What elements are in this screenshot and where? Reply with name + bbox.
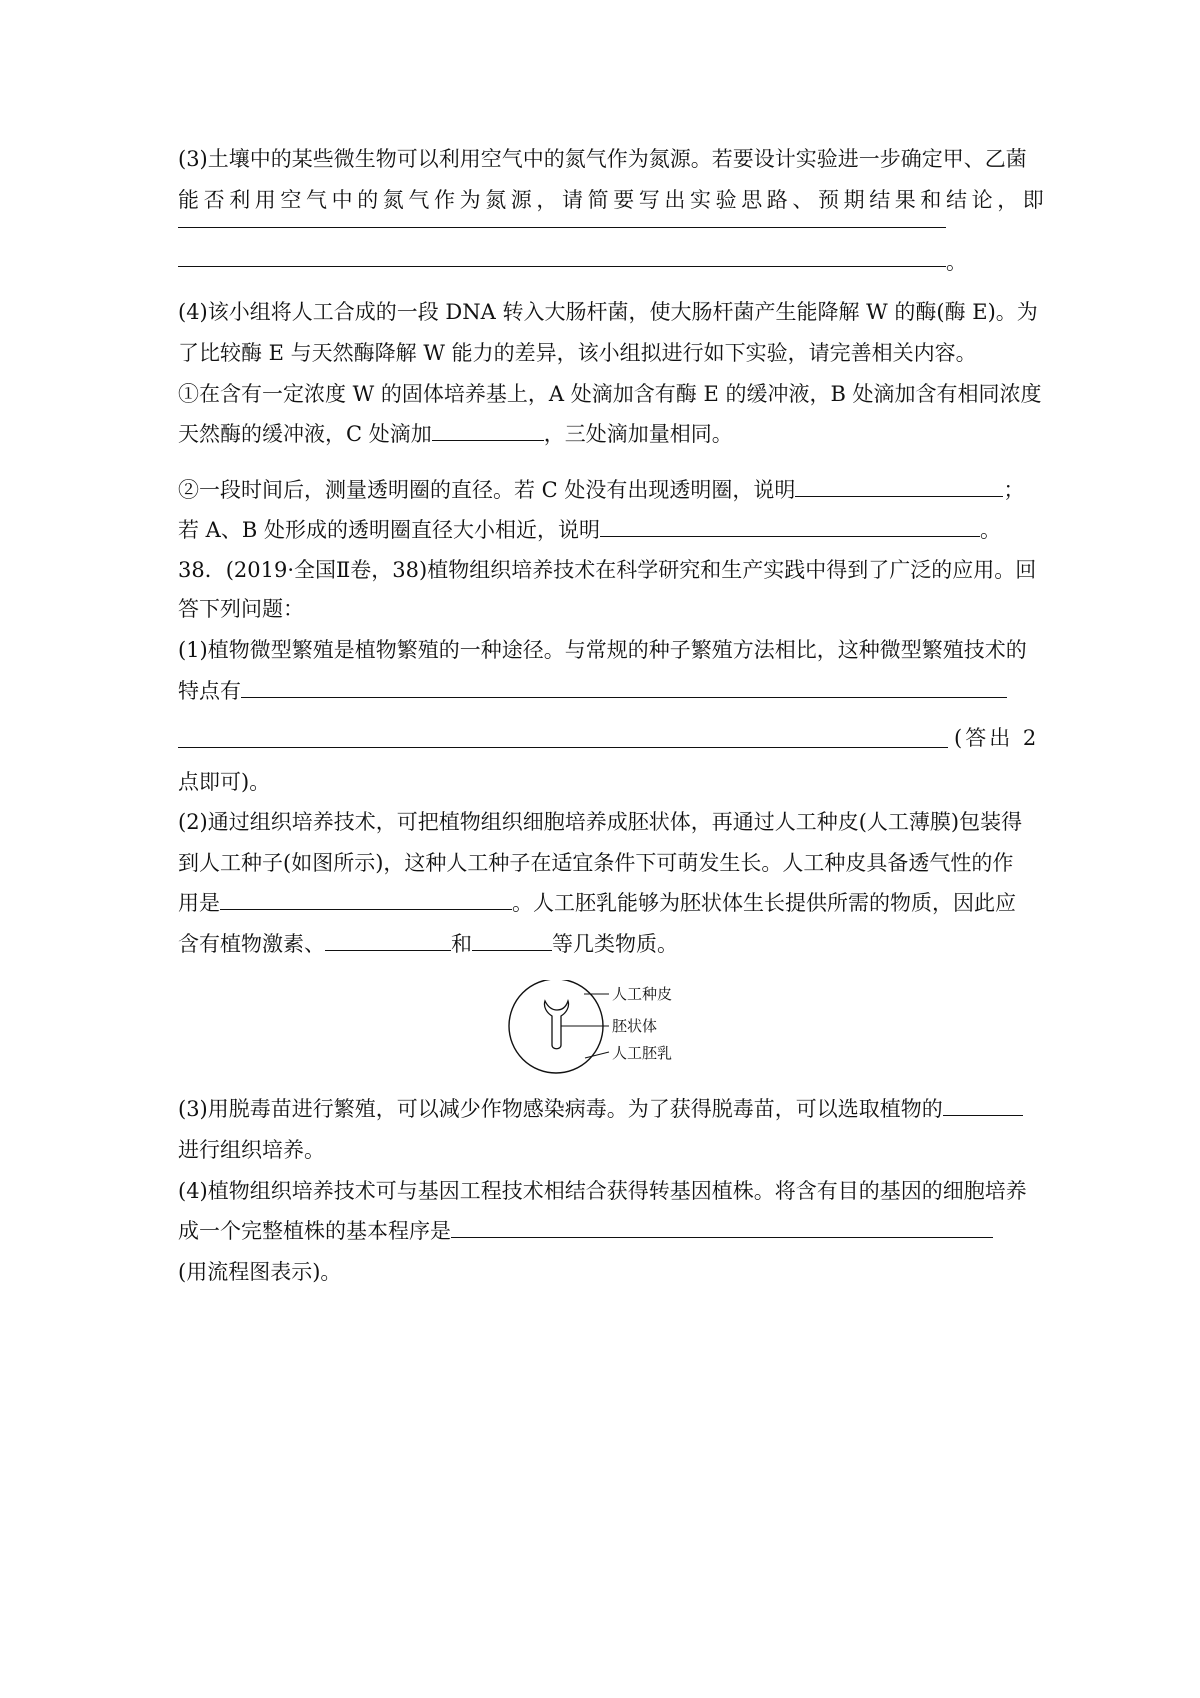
q38-4-text: 成一个完整植株的基本程序是 — [178, 1219, 451, 1243]
q37-4-step2-line2 — [178, 514, 1028, 546]
q38-stem-line1: 38．(2019·全国Ⅱ卷，38)植物组织培养技术在科学研究和生产实践中得到了广泛的应用。回 — [178, 558, 1037, 582]
q37-4-step1-text-a: 天然酶的缓冲液，C 处滴加 — [178, 422, 432, 446]
q37-3-line2: 能否利用空气中的氮气作为氮源，请简要写出实验思路、预期结果和结论，即 — [178, 188, 1049, 212]
q38-stem-line2: 答下列问题： — [178, 597, 304, 621]
q38-1-line4: 点即可)。 — [178, 770, 271, 794]
q37-4-step1-line2 — [178, 418, 1028, 450]
q38-2-line3 — [178, 887, 1028, 919]
q37-4-step2-text-d: 。 — [979, 518, 1001, 542]
q38-2-line2: 到人工种子(如图所示)，这种人工种子在适宜条件下可萌发生长。人工种皮具备透气性的作 — [178, 851, 1014, 875]
answer-blank-q37-3-b[interactable] — [178, 266, 946, 267]
q37-4-line1: (4)该小组将人工合成的一段 DNA 转入大肠杆菌，使大肠杆菌产生能降解 W 的酶(酶 E)。为 — [178, 300, 1038, 324]
answer-blank-seed-coat-function[interactable] — [220, 887, 512, 910]
label-seed-coat: 人工种皮 — [612, 985, 673, 1003]
q38-1-text: 特点有 — [178, 679, 241, 703]
q38-2-line4 — [178, 928, 1028, 960]
answer-blank-substance-2[interactable] — [472, 928, 552, 951]
answer-blank-q38-1-a[interactable] — [241, 675, 1007, 698]
q37-4-step1-line1: ①在含有一定浓度 W 的固体培养基上，A 处滴加含有酶 E 的缓冲液，B 处滴加含有相同浓度 — [178, 382, 1042, 406]
answer-blank-q38-3[interactable] — [943, 1093, 1023, 1116]
q37-3-line1: (3)土壤中的某些微生物可以利用空气中的氮气作为氮源。若要设计实验进一步确定甲、乙菌 — [178, 147, 1027, 171]
q38-3-line1 — [178, 1093, 1028, 1125]
q38-3-text: (3)用脱毒苗进行繁殖，可以减少作物感染病毒。为了获得脱毒苗，可以选取植物的 — [178, 1097, 943, 1121]
q37-4-line2: 了比较酶 E 与天然酶降解 W 能力的差异，该小组拟进行如下实验，请完善相关内容。 — [178, 341, 977, 365]
q37-4-step2-line1 — [178, 474, 1028, 506]
q38-4-line1: (4)植物组织培养技术可与基因工程技术相结合获得转基因植株。将含有目的基因的细胞培养 — [178, 1179, 1027, 1203]
q38-2-line1: (2)通过组织培养技术，可把植物组织细胞培养成胚状体，再通过人工种皮(人工薄膜)包装得 — [178, 810, 1023, 834]
answer-blank-ab-conclusion[interactable] — [600, 514, 980, 537]
q38-4-line3: (用流程图表示)。 — [178, 1260, 342, 1284]
q38-4-line2 — [178, 1215, 1028, 1247]
artificial-seed-figure — [505, 980, 725, 1080]
answer-blank-q37-3-a[interactable] — [178, 227, 946, 228]
q37-4-step2-text-b: ； — [1003, 478, 1025, 502]
answer-blank-substance-1[interactable] — [325, 928, 451, 951]
q38-2-text-e: 等几类物质。 — [552, 932, 678, 956]
label-embryoid: 胚状体 — [612, 1017, 658, 1035]
leader-line-endosperm — [585, 1052, 609, 1058]
q38-2-text-a: 用是 — [178, 891, 220, 915]
q37-3-end-mark: 。 — [946, 250, 967, 274]
label-endosperm: 人工胚乳 — [612, 1044, 673, 1062]
q37-4-step2-text-c: 若 A、B 处形成的透明圈直径大小相近，说明 — [178, 518, 600, 542]
answer-blank-q38-4[interactable] — [451, 1215, 993, 1238]
answer-blank-q38-1-b[interactable] — [178, 747, 948, 748]
q37-4-step2-text-a: ②一段时间后，测量透明圈的直径。若 C 处没有出现透明圈，说明 — [178, 478, 796, 502]
answer-blank-c-solution[interactable] — [432, 418, 544, 441]
q38-2-text-c: 含有植物激素、 — [178, 932, 325, 956]
q38-1-line1: (1)植物微型繁殖是植物繁殖的一种途径。与常规的种子繁殖方法相比，这种微型繁殖技术的 — [178, 638, 1027, 662]
q38-2-text-d: 和 — [451, 932, 472, 956]
q38-1-line2 — [178, 675, 1028, 707]
q38-3-line2: 进行组织培养。 — [178, 1138, 325, 1162]
q37-4-step1-text-b: ，三处滴加量相同。 — [543, 422, 733, 446]
q38-2-text-b: 。人工胚乳能够为胚状体生长提供所需的物质，因此应 — [512, 891, 1016, 915]
answer-blank-c-conclusion[interactable] — [795, 474, 1003, 497]
embryoid-shape — [544, 1001, 568, 1049]
q38-1-answer-hint: (答出 2 — [954, 726, 1040, 750]
